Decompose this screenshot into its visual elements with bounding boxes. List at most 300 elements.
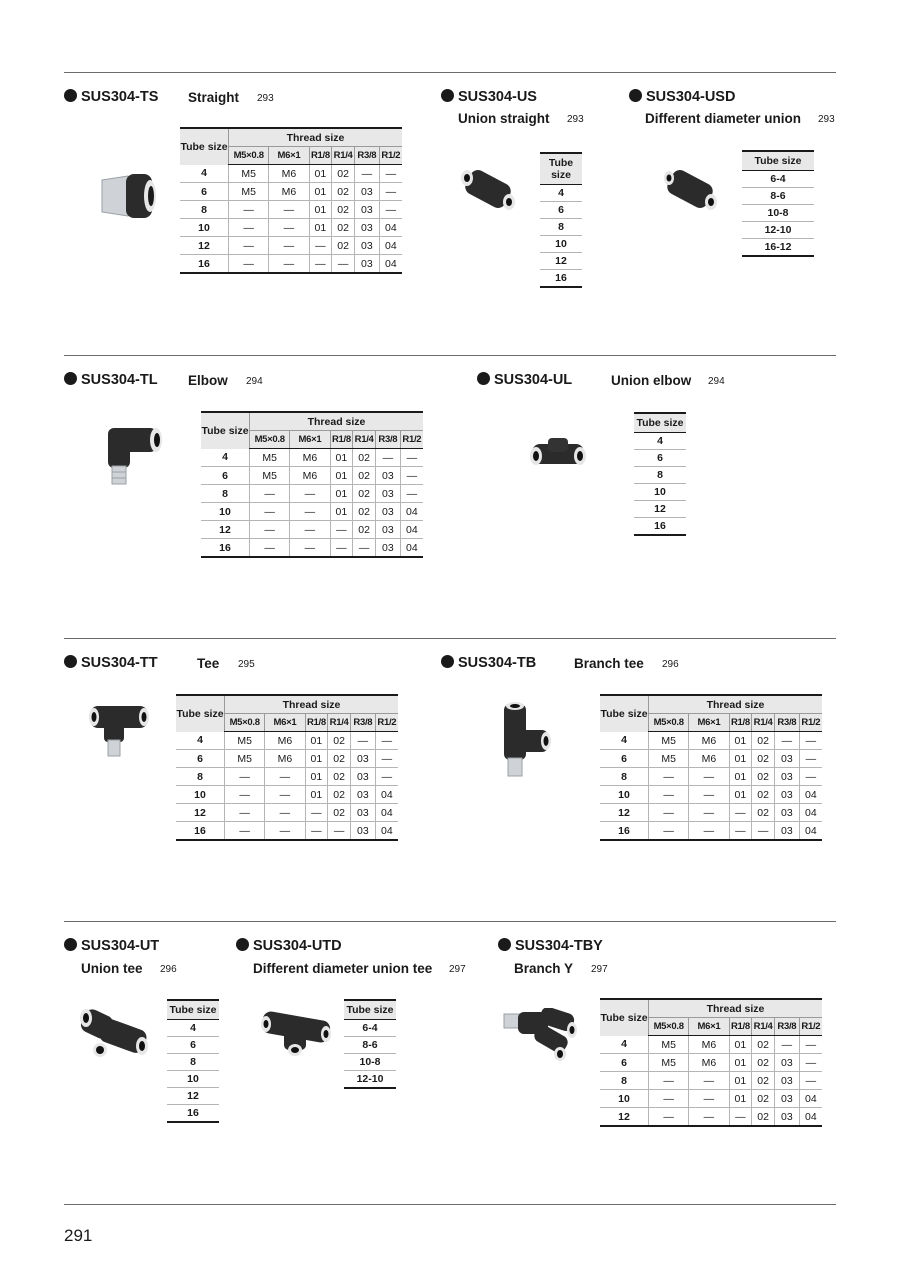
thread-cell: 03 [375,467,400,485]
thread-cell: 02 [752,732,775,750]
table-row [176,732,398,750]
thread-cell: — [649,1072,689,1090]
thread-column-header: R1/2 [799,1018,822,1036]
product-title: SUS304-UL [477,372,572,388]
table-row [344,1037,396,1054]
thread-cell: — [269,237,309,255]
table-row [742,188,814,205]
table-row [742,205,814,222]
table-row [634,501,686,518]
tube-size-cell: 6 [634,450,686,467]
spec-table [600,998,822,1127]
table-row [176,804,398,822]
thread-cell: 01 [309,201,332,219]
thread-cell: — [379,165,402,183]
thread-column-header: R1/2 [400,431,423,449]
tube-size-header: Tube size [201,412,250,449]
table-row [540,270,582,288]
thread-cell: 04 [799,786,822,804]
thread-cell: 03 [350,750,375,768]
thread-cell: 02 [328,732,351,750]
product-title: SUS304-TL [64,372,158,388]
table-row [742,222,814,239]
table-row [180,255,402,274]
thread-cell: 01 [729,1036,752,1054]
tube-size-cell: 16 [600,822,649,841]
thread-column-header: M6×1 [269,147,309,165]
thread-cell: M6 [269,183,309,201]
product-title: SUS304-US [441,89,537,105]
section-divider [64,638,836,639]
tube-size-table [167,999,219,1123]
table-row [634,433,686,450]
bullet-icon [498,938,511,951]
table-row [600,822,822,841]
page-reference: 296 [662,659,679,670]
thread-cell: 02 [752,768,775,786]
thread-cell: M6 [290,449,330,467]
thread-cell: 04 [799,1108,822,1127]
product-name: Elbow [188,373,228,388]
tube-size-cell: 6-4 [344,1020,396,1037]
table-row [180,183,402,201]
thread-cell: 01 [309,183,332,201]
thread-cell: 03 [350,786,375,804]
product-name: Union tee [81,961,143,976]
thread-size-header: Thread size [250,412,423,431]
thread-cell: — [330,539,353,558]
thread-cell: — [225,786,265,804]
thread-cell: — [774,1036,799,1054]
thread-cell: 01 [729,1090,752,1108]
bullet-icon [441,655,454,668]
tube-size-cell: 10 [180,219,229,237]
thread-cell: 02 [752,750,775,768]
table-row [201,539,423,558]
thread-cell: M5 [250,449,290,467]
tube-size-header: Tube size [167,1000,219,1020]
product-name: Straight [188,90,240,105]
thread-size-header: Thread size [649,695,822,714]
tube-size-cell: 10 [634,484,686,501]
tube-size-cell: 16 [167,1105,219,1123]
thread-cell: M5 [649,1054,689,1072]
thread-cell: 02 [752,804,775,822]
thread-cell: — [799,1036,822,1054]
tube-size-cell: 4 [600,732,649,750]
section-divider [64,355,836,356]
thread-cell: 04 [379,237,402,255]
table-row [201,503,423,521]
tube-size-table [344,999,396,1089]
thread-cell: 02 [752,1072,775,1090]
thread-column-header: R1/4 [353,431,376,449]
thread-cell: 03 [774,1054,799,1072]
union-elbow-image [528,432,588,472]
tube-size-cell: 8 [180,201,229,219]
thread-column-header: M5×0.8 [250,431,290,449]
thread-cell: — [225,822,265,841]
tube-size-header: Tube size [540,153,582,185]
thread-column-header: R1/8 [729,1018,752,1036]
thread-cell: — [332,255,355,274]
section-divider [64,1204,836,1205]
thread-cell: — [649,1108,689,1127]
thread-cell: — [689,804,729,822]
thread-column-header: M5×0.8 [225,714,265,732]
thread-cell: — [225,804,265,822]
thread-cell: 03 [350,822,375,841]
thread-cell: 04 [799,804,822,822]
table-row [344,1054,396,1071]
table-row [540,202,582,219]
thread-cell: M6 [265,732,305,750]
table-row [176,750,398,768]
thread-column-header: M6×1 [265,714,305,732]
thread-cell: 01 [305,768,328,786]
thread-cell: — [649,804,689,822]
thread-column-header: R1/4 [332,147,355,165]
thread-cell: — [649,768,689,786]
tube-size-cell: 12 [634,501,686,518]
table-row [634,467,686,484]
thread-column-header: M6×1 [689,714,729,732]
page-reference: 297 [591,964,608,975]
thread-cell: — [328,822,351,841]
tube-size-cell: 6 [540,202,582,219]
thread-cell: M6 [290,467,330,485]
thread-cell: 03 [375,485,400,503]
thread-cell: — [290,539,330,558]
tube-size-table [742,150,814,257]
page-reference: 294 [246,376,263,387]
thread-cell: 03 [774,1072,799,1090]
thread-cell: 01 [305,750,328,768]
bullet-icon [64,655,77,668]
table-row [180,201,402,219]
tube-size-cell: 16 [201,539,250,558]
tube-size-cell: 16 [176,822,225,841]
elbow-fitting-image [104,420,164,490]
tube-size-cell: 6-4 [742,171,814,188]
tube-size-cell: 6 [167,1037,219,1054]
bullet-icon [441,89,454,102]
thread-cell: M6 [269,165,309,183]
table-row [600,1054,822,1072]
product-title: SUS304-UT [64,938,159,954]
tube-size-cell: 8 [176,768,225,786]
thread-cell: — [729,822,752,841]
table-row [176,768,398,786]
thread-cell: 02 [328,786,351,804]
table-row [180,237,402,255]
thread-cell: — [774,732,799,750]
thread-cell: — [269,201,309,219]
table-row [201,449,423,467]
thread-cell: 04 [799,822,822,841]
page-number: 291 [64,1226,93,1245]
thread-cell: — [375,732,398,750]
thread-cell: 03 [375,503,400,521]
table-row [742,171,814,188]
bullet-icon [64,938,77,951]
thread-cell: — [379,201,402,219]
thread-cell: M5 [229,165,269,183]
product-name: Branch Y [514,961,574,976]
thread-cell: 02 [332,237,355,255]
tube-size-cell: 4 [201,449,250,467]
tube-size-cell: 12 [176,804,225,822]
thread-column-header: M5×0.8 [229,147,269,165]
tube-size-cell: 12 [540,253,582,270]
thread-cell: — [400,449,423,467]
product-title: SUS304-TBY [498,938,603,954]
page-reference: 297 [449,964,466,975]
tube-size-cell: 10 [600,1090,649,1108]
tube-size-cell: 6 [176,750,225,768]
branch-y-image [500,1008,580,1062]
thread-cell: — [689,1090,729,1108]
page-reference: 294 [708,376,725,387]
thread-cell: 03 [350,804,375,822]
spec-table [176,694,398,841]
straight-fitting-image [98,166,158,226]
table-row [600,786,822,804]
product-name: Union elbow [611,373,692,388]
thread-cell: M5 [250,467,290,485]
thread-cell: — [400,485,423,503]
tube-size-cell: 10-8 [742,205,814,222]
thread-cell: — [649,822,689,841]
table-row [167,1020,219,1037]
tube-size-cell: 4 [600,1036,649,1054]
table-row [540,236,582,253]
thread-column-header: R1/8 [309,147,332,165]
thread-cell: 04 [375,804,398,822]
thread-cell: — [689,822,729,841]
thread-cell: 04 [799,1090,822,1108]
thread-column-header: M6×1 [290,431,330,449]
thread-column-header: R1/2 [379,147,402,165]
product-name: Different diameter union [645,111,802,126]
thread-cell: 03 [354,237,379,255]
thread-column-header: R1/4 [328,714,351,732]
page-reference: 295 [238,659,255,670]
thread-cell: — [689,786,729,804]
thread-cell: 04 [379,219,402,237]
tube-size-header: Tube size [176,695,225,732]
table-row [344,1071,396,1089]
tube-size-cell: 16 [634,518,686,536]
thread-cell: M6 [689,732,729,750]
thread-cell: 02 [752,1108,775,1127]
table-row [600,750,822,768]
thread-cell: 04 [400,503,423,521]
table-row [167,1054,219,1071]
thread-cell: 03 [354,183,379,201]
tube-size-header: Tube size [180,128,229,165]
thread-cell: — [729,804,752,822]
section-divider [64,72,836,73]
thread-cell: 02 [353,467,376,485]
tube-size-header: Tube size [344,1000,396,1020]
thread-cell: — [375,750,398,768]
thread-size-header: Thread size [649,999,822,1018]
tube-size-cell: 12-10 [742,222,814,239]
thread-cell: — [799,750,822,768]
tube-size-cell: 10 [167,1071,219,1088]
tube-size-cell: 6 [180,183,229,201]
thread-cell: 02 [353,485,376,503]
product-name: Tee [197,656,220,671]
thread-cell: 02 [332,183,355,201]
thread-cell: — [250,521,290,539]
table-row [201,485,423,503]
bullet-icon [64,372,77,385]
thread-cell: 01 [729,768,752,786]
table-row [167,1037,219,1054]
thread-cell: — [375,768,398,786]
thread-cell: 04 [400,539,423,558]
tube-size-header: Tube size [600,695,649,732]
thread-cell: — [379,183,402,201]
thread-cell: — [290,521,330,539]
tube-size-cell: 12 [201,521,250,539]
table-row [600,732,822,750]
page-reference: 296 [160,964,177,975]
tube-size-cell: 8 [600,1072,649,1090]
tube-size-cell: 8 [167,1054,219,1071]
tube-size-cell: 8 [634,467,686,484]
thread-cell: 02 [328,768,351,786]
tube-size-cell: 16 [540,270,582,288]
table-row [540,219,582,236]
thread-cell: — [229,255,269,274]
tube-size-cell: 10 [600,786,649,804]
product-title: SUS304-TT [64,655,158,671]
thread-cell: — [265,822,305,841]
thread-cell: 02 [332,201,355,219]
thread-cell: 03 [774,1108,799,1127]
thread-cell: — [799,1054,822,1072]
tube-size-cell: 4 [634,433,686,450]
tube-size-cell: 10 [201,503,250,521]
thread-cell: 03 [774,822,799,841]
tube-size-cell: 12-10 [344,1071,396,1089]
thread-cell: — [309,237,332,255]
thread-cell: 02 [328,804,351,822]
thread-cell: 03 [774,750,799,768]
tube-size-cell: 10 [176,786,225,804]
thread-cell: M6 [265,750,305,768]
thread-cell: 03 [375,539,400,558]
thread-cell: M5 [649,1036,689,1054]
table-row [600,768,822,786]
different-diameter-union-image [660,166,720,216]
tube-size-cell: 12 [167,1088,219,1105]
thread-column-header: R3/8 [375,431,400,449]
thread-cell: M5 [225,732,265,750]
thread-cell: — [400,467,423,485]
thread-cell: 02 [752,1054,775,1072]
thread-cell: 01 [729,1072,752,1090]
page-reference: 293 [818,114,835,125]
product-name: Branch tee [574,656,644,671]
table-row [176,822,398,841]
thread-cell: — [250,485,290,503]
bullet-icon [477,372,490,385]
tube-size-header: Tube size [600,999,649,1036]
product-name: Different diameter union tee [253,961,433,976]
thread-cell: — [799,1072,822,1090]
thread-cell: 02 [328,750,351,768]
thread-cell: 04 [375,786,398,804]
thread-cell: M6 [689,1054,729,1072]
thread-cell: M6 [689,750,729,768]
thread-cell: — [269,219,309,237]
thread-cell: 03 [354,255,379,274]
bullet-icon [236,938,249,951]
thread-cell: 02 [353,449,376,467]
tube-size-cell: 8-6 [344,1037,396,1054]
tube-size-cell: 4 [180,165,229,183]
thread-cell: — [799,732,822,750]
thread-cell: — [290,503,330,521]
thread-cell: — [265,786,305,804]
thread-cell: — [689,1072,729,1090]
thread-column-header: M6×1 [689,1018,729,1036]
thread-cell: 03 [354,219,379,237]
thread-column-header: M5×0.8 [649,1018,689,1036]
thread-cell: — [265,768,305,786]
table-row [176,786,398,804]
table-row [600,1072,822,1090]
tube-size-header: Tube size [634,413,686,433]
thread-cell: 01 [729,750,752,768]
thread-cell: 02 [752,786,775,804]
section-divider [64,921,836,922]
table-row [634,450,686,467]
tube-size-table [540,152,582,288]
thread-cell: — [649,1090,689,1108]
thread-cell: 03 [774,1090,799,1108]
table-row [742,239,814,257]
thread-cell: 01 [309,219,332,237]
table-row [180,219,402,237]
spec-table [180,127,402,274]
bullet-icon [629,89,642,102]
thread-cell: — [305,804,328,822]
thread-column-header: M5×0.8 [649,714,689,732]
tube-size-cell: 10 [540,236,582,253]
thread-column-header: R1/8 [330,431,353,449]
thread-cell: — [265,804,305,822]
thread-cell: — [229,237,269,255]
thread-cell: — [250,539,290,558]
tube-size-cell: 6 [600,750,649,768]
table-row [634,484,686,501]
thread-cell: — [752,822,775,841]
thread-cell: 03 [774,786,799,804]
thread-cell: 01 [305,786,328,804]
thread-cell: 01 [330,485,353,503]
thread-cell: 03 [354,201,379,219]
thread-cell: 01 [729,786,752,804]
thread-cell: M5 [649,750,689,768]
different-diameter-union-tee-image [258,1010,334,1060]
tube-size-cell: 4 [167,1020,219,1037]
thread-cell: — [649,786,689,804]
